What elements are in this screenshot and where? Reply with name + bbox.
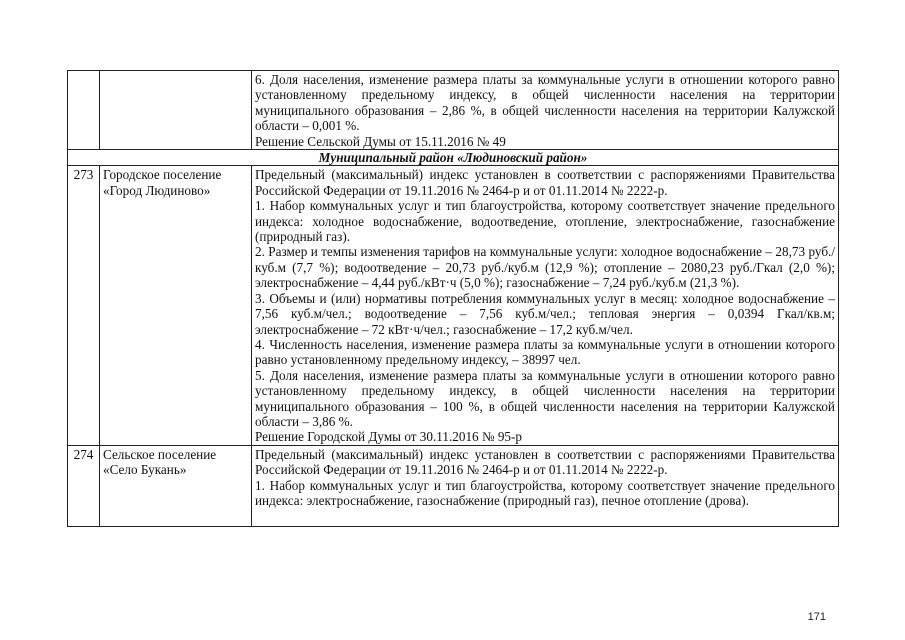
row-number: 274 [68,445,100,527]
paragraph: Предельный (максимальный) индекс установлен в соответствии с распоряжениями Правительства Российской Федерации от 19.11.2016 № 2464-р и от 01.11.2014 № 2222-р. [255,446,835,478]
settlement-name: Городское поселение «Город Людиново» [100,166,252,445]
paragraph: Предельный (максимальный) индекс установлен в соответствии с распоряжениями Правительства Российской Федерации от 19.11.2016 № 2464-р и от 01.11.2014 № 2222-р. [255,167,835,198]
paragraph: 3. Объемы и (или) нормативы потребления коммунальных услуг в месяц: холодное водоснабжение – 7,56 куб.м/чел.; водоотведение – 7,56 куб.м/чел.; тепловая энергия – 0,0394 Гкал/кв.м; электроснабжение – 72 кВт·ч/чел.; газоснабжение – 17,2 куб.м/чел. [255,290,835,337]
description-cell [252,71,839,150]
district-header: Муниципальный район «Людиновский район» [68,150,839,166]
table-row [68,445,839,527]
description-cell [252,445,839,527]
settlement-cell [100,71,252,150]
tariff-table [67,70,839,527]
table-row [68,166,839,445]
district-header-row [68,150,839,166]
page-number: 171 [807,611,826,623]
settlement-name: Сельское поселение «Село Букань» [100,445,252,527]
paragraph: 6. Доля населения, изменение размера платы за коммунальные услуги в отношении которого равно установленному предельному индексу, в общей численности населения на территории муниципального образования – 2,86 %, в общей численности населения на территории Калужской области – 0,001 %. [255,72,835,134]
decision-reference: Решение Сельской Думы от 15.11.2016 № 49 [255,133,506,149]
row-number: 273 [68,166,100,445]
row-spacer [255,508,835,526]
paragraph: 1. Набор коммунальных услуг и тип благоустройства, которому соответствует значение предельного индекса: электроснабжение, газоснабжение (природный газ), печное отопление (дрова). [255,477,835,508]
row-number-cell [68,71,100,150]
paragraph: 2. Размер и темпы изменения тарифов на коммунальные услуги: холодное водоснабжение – 28,73 руб./куб.м (7,7 %); водоотведение – 20,73 руб./куб.м (12,9 %); отопление – 2080,23 руб./Гкал (2,0 %); электроснабжение – 4,44 руб./кВт·ч (5,0 %); газоснабжение – 7,24 руб./куб.м (21,3 %). [255,244,835,291]
description-cell [252,166,839,445]
paragraph: 4. Численность населения, изменение размера платы за коммунальные услуги в отношении которого равно установленному предельному индексу, – 38997 чел. [255,336,835,368]
decision-reference: Решение Городской Думы от 30.11.2016 № 95-р [255,429,522,445]
paragraph: 1. Набор коммунальных услуг и тип благоустройства, которому соответствует значение предельного индекса: холодное водоснабжение, водоотведение, отопление, электроснабжение, газоснабжение (природный газ). [255,198,835,245]
table-row-continued [68,71,839,150]
paragraph: 5. Доля населения, изменение размера платы за коммунальные услуги в отношении которого равно установленному предельному индексу, в общей численности населения на территории муниципального образования – 100 %, в общей численности населения на территории Калужской области – 3,86 %. [255,367,835,429]
